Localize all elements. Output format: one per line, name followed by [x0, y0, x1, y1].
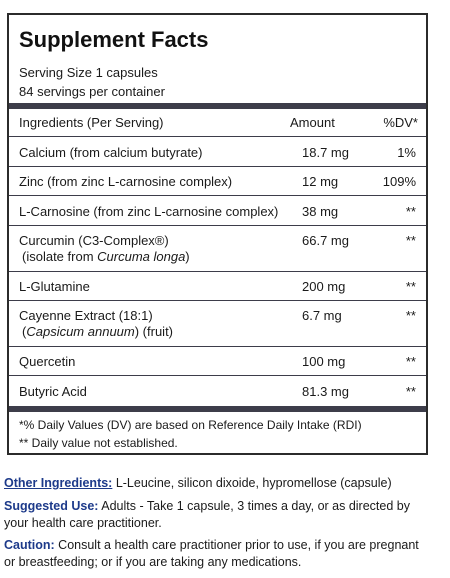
- ingredient-name: L-Glutamine: [19, 279, 90, 294]
- ingredient-name-block: [19, 308, 173, 339]
- ingredient-amount: 100 mg: [302, 354, 346, 369]
- other-ingredients-label: Other Ingredients:: [4, 476, 113, 490]
- thick-divider-top: [9, 103, 426, 109]
- ingredient-name: Cayenne Extract (18:1): [19, 308, 153, 323]
- ingredient-dv: **: [405, 384, 416, 399]
- caution: [4, 537, 428, 571]
- row-divider: [9, 375, 426, 376]
- ingredient-dv: **: [405, 354, 416, 369]
- row-divider: [9, 225, 426, 226]
- row-divider: [9, 166, 426, 167]
- table-header: [19, 115, 418, 135]
- ingredient-name: Zinc (from zinc L-carnosine complex): [19, 174, 233, 189]
- row-divider: [9, 346, 426, 347]
- source-latin-name: Curcuma longa: [97, 249, 186, 264]
- ingredient-source: [19, 324, 173, 339]
- caution-label: Caution:: [4, 538, 55, 552]
- serving-size: Serving Size 1 capsules: [19, 65, 158, 80]
- ingredient-dv: 1%: [397, 145, 416, 160]
- suggested-use-label: Suggested Use:: [4, 499, 99, 513]
- row-divider: [9, 195, 426, 196]
- source-prefix: (: [22, 324, 27, 339]
- row-divider: [9, 300, 426, 301]
- servings-per-container: 84 servings per container: [19, 84, 165, 99]
- source-latin-name: Capsicum annuum: [26, 324, 135, 339]
- header-dv: %DV*: [383, 115, 418, 130]
- ingredient-name-block: [19, 233, 190, 264]
- ingredient-amount: 200 mg: [302, 279, 346, 294]
- footnote-not-established: ** Daily value not established.: [19, 436, 178, 450]
- suggested-use-text: Adults - Take 1 capsule, 3 times a day, or as directed by your health care practitioner.: [4, 499, 410, 530]
- thick-divider-bottom: [9, 406, 426, 412]
- header-ingredients: Ingredients (Per Serving): [19, 115, 164, 130]
- ingredient-dv: **: [405, 233, 416, 248]
- ingredient-amount: 66.7 mg: [302, 233, 349, 248]
- ingredient-dv: **: [405, 204, 416, 219]
- ingredient-dv: 109%: [382, 174, 416, 189]
- ingredient-amount: 12 mg: [302, 174, 339, 189]
- ingredient-amount: 38 mg: [302, 204, 339, 219]
- row-divider: [9, 271, 426, 272]
- other-ingredients-text: L-Leucine, silicon dixoide, hypromellose (capsule): [112, 476, 392, 490]
- row-divider: [9, 136, 426, 137]
- caution-text: Consult a health care practitioner prior to use, if you are pregnant or breastfeeding; or if you are taking any medications.: [4, 538, 419, 569]
- ingredient-name: Quercetin: [19, 354, 76, 369]
- source-suffix: ) (fruit): [134, 324, 174, 339]
- panel-title: Supplement Facts: [19, 27, 209, 52]
- ingredient-name: L-Carnosine (from zinc L-carnosine complex): [19, 204, 279, 219]
- other-ingredients: [4, 475, 428, 492]
- ingredient-name: Calcium (from calcium butyrate): [19, 145, 203, 160]
- source-prefix: (isolate from: [22, 249, 98, 264]
- footnote-dv: *% Daily Values (DV) are based on Reference Daily Intake (RDI): [19, 418, 362, 432]
- ingredient-name: Curcumin (C3-Complex®): [19, 233, 169, 248]
- ingredient-name: Butyric Acid: [19, 384, 87, 399]
- supplement-facts-panel: [7, 13, 428, 455]
- source-suffix: ): [185, 249, 190, 264]
- suggested-use: [4, 498, 428, 532]
- ingredient-dv: **: [405, 279, 416, 294]
- ingredient-source: [19, 249, 190, 264]
- ingredient-amount: 81.3 mg: [302, 384, 349, 399]
- header-amount: Amount: [290, 115, 335, 130]
- ingredient-amount: 6.7 mg: [302, 308, 342, 323]
- ingredient-amount: 18.7 mg: [302, 145, 349, 160]
- ingredient-dv: **: [405, 308, 416, 323]
